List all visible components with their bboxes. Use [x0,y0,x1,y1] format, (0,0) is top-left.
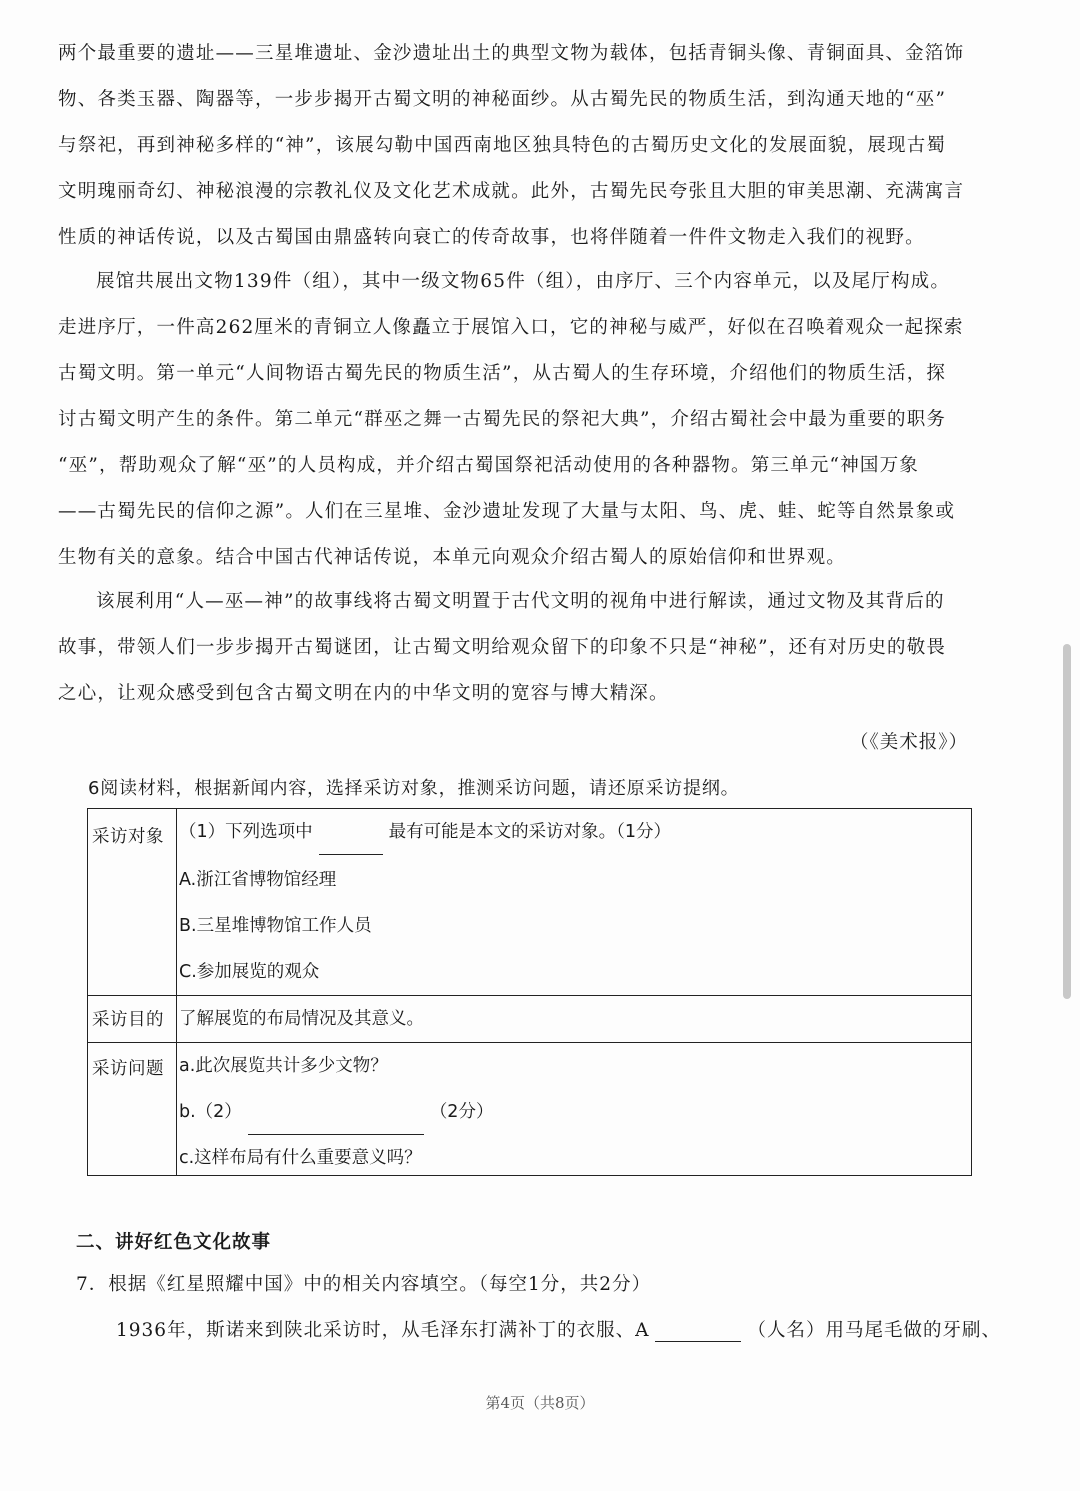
answer-blank-2[interactable] [248,1106,424,1135]
article-line: 两个最重要的遗址——三星堆遗址、金沙遗址出土的典型文物为载体，包括青铜头像、青铜面具、金箔饰 [58,43,965,64]
row-label-target: 采访对象 [88,809,177,996]
row-label-purpose: 采访目的 [88,996,177,1043]
question-6-prompt: 6阅读材料，根据新闻内容，选择采访对象，推测采访问题，请还原采访提纲。 [88,778,740,799]
article-line: 物、各类玉器、陶器等，一步步揭开古蜀文明的神秘面纱。从古蜀先民的物质生活，到沟通天地的“巫” [58,89,947,110]
option-c[interactable]: C.参加展览的观众 [179,962,320,982]
article-line: 故事，带领人们一步步揭开古蜀谜团，让古蜀文明给观众留下的印象不只是“神秘”，还有对历史的敬畏 [58,637,947,658]
question-a: a.此次展览共计多少文物？ [179,1056,388,1076]
option-a[interactable]: A.浙江省博物馆经理 [179,870,337,890]
target-cell [177,809,972,996]
article-line: 性质的神话传说，以及古蜀国由鼎盛转向衰亡的传奇故事，也将伴随着一件件文物走入我们的视野。 [58,227,925,248]
target-question: （1）下列选项中 最有可能是本文的采访对象。（1分） [177,809,971,857]
option-b[interactable]: B.三星堆博物馆工作人员 [179,916,372,936]
table-row-questions [88,1043,972,1176]
article-line: 文明瑰丽奇幻、神秘浪漫的宗教礼仪及文化艺术成就。此外，古蜀先民夸张且大胆的审美思潮、充满寓言 [58,181,965,202]
article-line: ——古蜀先民的信仰之源”。人们在三星堆、金沙遗址发现了大量与太阳、鸟、虎、蛙、蛇等自然景象或 [58,501,956,522]
article-line: 走进序厅，一件高262厘米的青铜立人像矗立于展馆入口，它的神秘与威严，好似在召唤着观众一起探索 [58,317,964,338]
article-line: 古蜀文明。第一单元“人间物语古蜀先民的物质生活”，从古蜀人的生存环境，介绍他们的物质生活，探 [58,363,947,384]
answer-blank-a[interactable] [655,1319,741,1342]
article-source: （《美术报》） [849,732,968,753]
table-row-target [88,809,972,996]
article-line: 与祭祀，再到神秘多样的“神”，该展勾勒中国西南地区独具特色的古蜀历史文化的发展面貌，展现古蜀 [58,135,947,156]
table-row-purpose [88,996,972,1043]
article-line: 展馆共展出文物139件（组），其中一级文物65件（组），由序厅、三个内容单元，以及尾厅构成。 [96,271,951,292]
question-c: c.这样布局有什么重要意义吗？ [179,1148,422,1168]
questions-cell [177,1043,972,1176]
article-line: 生物有关的意象。结合中国古代神话传说，本单元向观众介绍古蜀人的原始信仰和世界观。 [58,547,847,568]
article-line: “巫”，帮助观众了解“巫”的人员构成，并介绍古蜀国祭祀活动使用的各种器物。第三单元“神国万象 [58,455,919,476]
question-7-text: 1936年，斯诺来到陕北采访时，从毛泽东打满补丁的衣服、A （人名）用马尾毛做的牙刷、 [116,1320,1001,1341]
article-line: 之心，让观众感受到包含古蜀文明在内的中华文明的宽容与博大精深。 [58,683,669,704]
article-line: 讨古蜀文明产生的条件。第二单元“群巫之舞一古蜀先民的祭祀大典”，介绍古蜀社会中最为重要的职务 [58,409,947,430]
article-line: 该展利用“人—巫—神”的故事线将古蜀文明置于古代文明的视角中进行解读，通过文物及其背后的 [96,591,945,612]
purpose-cell [177,996,972,1043]
answer-blank-1[interactable] [319,826,383,855]
question-b: b.（2） （2分） [177,1089,971,1135]
section-2-heading: 二、讲好红色文化故事 [76,1232,272,1253]
scrollbar[interactable] [1063,644,1071,999]
question-7-prompt: 7．根据《红星照耀中国》中的相关内容填空。（每空1分，共2分） [76,1274,652,1295]
purpose-text: 了解展览的布局情况及其意义。 [179,1009,424,1029]
row-label-questions: 采访问题 [88,1043,177,1176]
interview-outline-table [87,808,972,1176]
page-number: 第4页（共8页） [485,1394,595,1412]
